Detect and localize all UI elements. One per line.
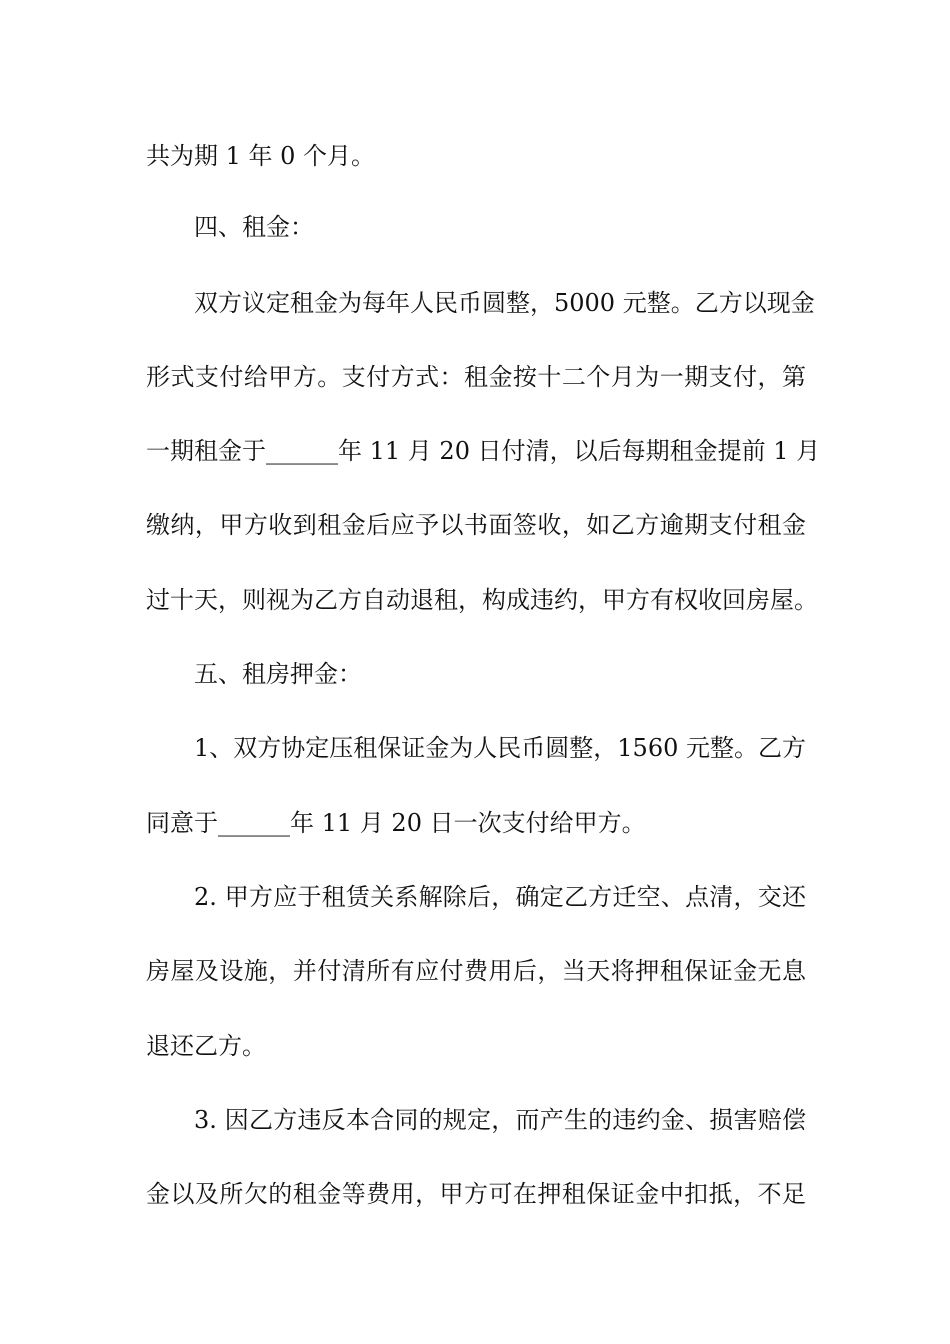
text-line: 形式支付给甲方。支付方式：租金按十二个月为一期支付，第 [146,363,806,391]
text-line: 金以及所欠的租金等费用，甲方可在押租保证金中扣抵，不足 [146,1180,806,1208]
section-heading-deposit: 五、租房押金： [194,660,362,688]
text-line: 房屋及设施，并付清所有应付费用后，当天将押租保证金无息 [146,957,806,985]
text-line: 2. 甲方应于租赁关系解除后，确定乙方迁空、点清，交还 [194,883,806,911]
text-line: 一期租金于______年 11 月 20 日付清，以后每期租金提前 1 月 [146,437,821,465]
text-line: 退还乙方。 [146,1032,266,1060]
text-line: 同意于______年 11 月 20 日一次支付给甲方。 [146,809,646,837]
text-line: 双方议定租金为每年人民币圆整，5000 元整。乙方以现金 [194,289,815,317]
text-line: 过十天，则视为乙方自动退租，构成违约，甲方有权收回房屋。 [146,586,818,614]
text-line: 3. 因乙方违反本合同的规定，而产生的违约金、损害赔偿 [194,1106,806,1134]
text-line: 共为期 1 年 0 个月。 [146,142,376,170]
section-heading-rent: 四、租金： [194,213,314,241]
text-line: 缴纳，甲方收到租金后应予以书面签收，如乙方逾期支付租金 [146,511,806,539]
text-line: 1、双方协定压租保证金为人民币圆整，1560 元整。乙方 [194,734,806,762]
